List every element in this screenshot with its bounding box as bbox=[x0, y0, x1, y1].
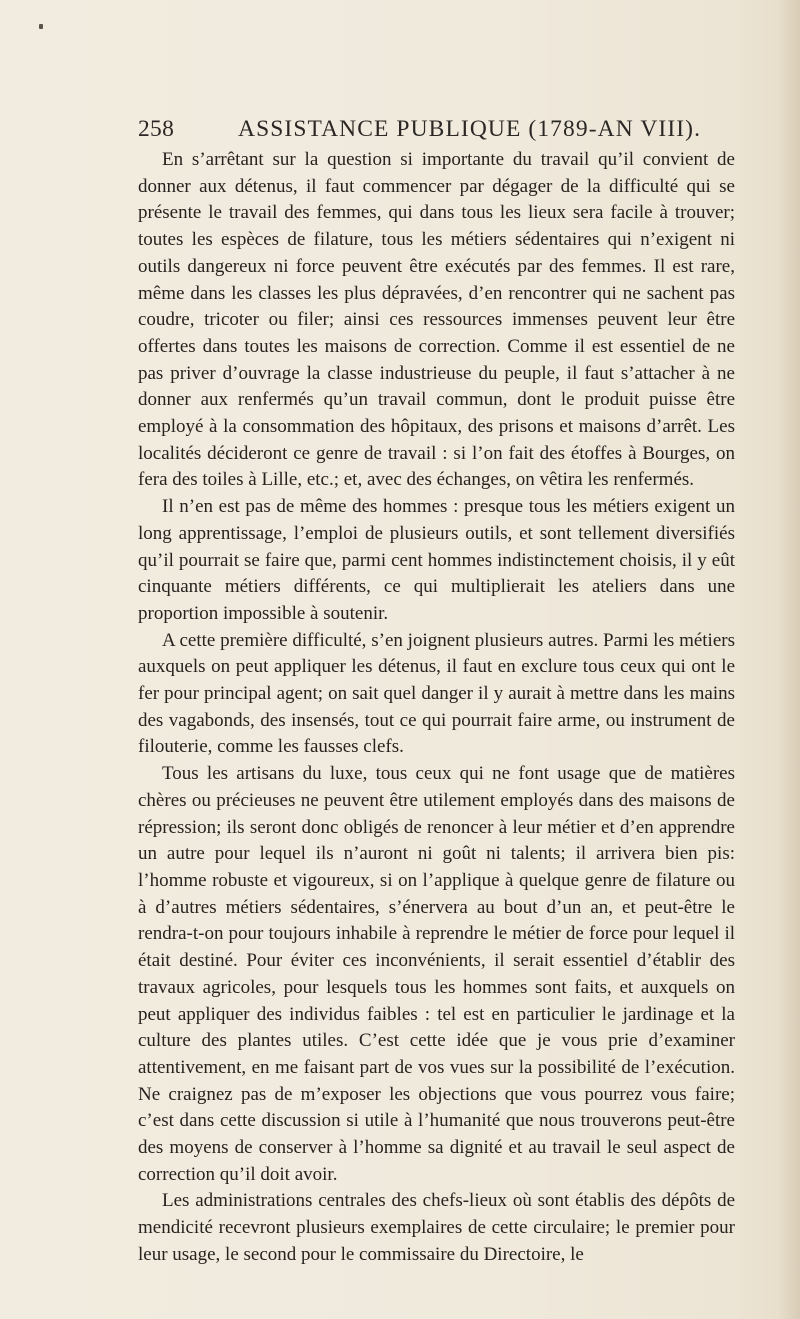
paragraph: Tous les artisans du luxe, tous ceux qui ne font usage que de matières chères ou précieuses ne peuvent être utilement employés dans des maisons de répression; ils seront donc obligés de renoncer à leur métier et d’en apprendre un autre pour lequel ils n’auront ni goût ni talents; il arrivera bien pis: l’homme robuste et vigoureux, si on l’applique à quelque genre de filature ou à d’autres métiers sédentaires, s’énervera au bout d’un an, et peut-être le rendra-t-on pour toujours inhabile à reprendre le métier de force pour lequel il était destiné. Pour éviter ces inconvénients, il serait essentiel d’établir des travaux agricoles, pour lesquels tous les hommes sont faits, et auxquels on peut appliquer des individus faibles : tel est en particulier le jardinage et la culture des plantes utiles. C’est cette idée que je vous prie d’examiner attentivement, en me faisant part de vos vues sur la possibilité de l’exécution. Ne craignez pas de m’exposer les objections que vous pourrez vous faire; c’est dans cette discussion si utile à l’humanité que nous trouverons peut-être des moyens de conserver à l’homme sa dignité et au travail le seul aspect de correction qu’il doit avoir. bbox=[138, 763, 735, 1185]
paragraph: A cette première difficulté, s’en joignent plusieurs autres. Parmi les métiers auxquels on peut appliquer les détenus, il faut en exclure tous ceux qui ont le fer pour principal agent; on sait quel danger il y aurait à mettre dans les mains des vagabonds, des insensés, tout ce qui pourrait faire arme, ou instrument de filouterie, comme les fausses clefs. bbox=[138, 629, 735, 758]
page-edge-shadow bbox=[778, 0, 800, 1319]
running-head bbox=[138, 116, 702, 146]
running-title: ASSISTANCE PUBLIQUE (1789-AN VIII). bbox=[238, 116, 702, 142]
body-text bbox=[138, 147, 735, 1269]
paragraph: Il n’en est pas de même des hommes : presque tous les métiers exigent un long apprentissage, l’emploi de plusieurs outils, et sont tellement diversifiés qu’il pourrait se faire que, parmi cent hommes indistinctement choisis, il y eût cinquante métiers différents, ce qui multiplierait les ateliers dans une proportion impossible à soutenir. bbox=[138, 496, 735, 624]
paragraph: En s’arrêtant sur la question si importante du travail qu’il convient de donner aux détenus, il faut commencer par dégager de la difficulté qui se présente le travail des femmes, qui dans tous les lieux sera facile à trouver; toutes les espèces de filature, tous les métiers sédentaires qui n’exigent ni outils dangereux ni force peuvent être exécutés par des femmes. Il est rare, même dans les classes les plus dépravées, d’en rencontrer qui ne sachent pas coudre, tricoter ou filer; ainsi ces ressources immenses peuvent leur être offertes dans toutes les maisons de correction. Comme il est essentiel de ne pas priver d’ouvrage la classe industrieuse du peuple, il faut s’attacher à ne donner aux renfermés qu’un travail commun, dont le produit puisse être employé à la consommation des hôpitaux, des prisons et maisons d’arrêt. Les localités décideront ce genre de travail : si l’on fait des étoffes à Bourges, on fera des toiles à Lille, etc.; et, avec des échanges, on vêtira les renfermés. bbox=[138, 149, 735, 491]
ink-speck bbox=[39, 24, 43, 29]
page-number: 258 bbox=[138, 116, 175, 142]
paragraph: Les administrations centrales des chefs-lieux où sont établis des dépôts de mendicité recevront plusieurs exemplaires de cette circulaire; le premier pour leur usage, le second pour le commissaire du Directoire, le bbox=[138, 1190, 735, 1265]
